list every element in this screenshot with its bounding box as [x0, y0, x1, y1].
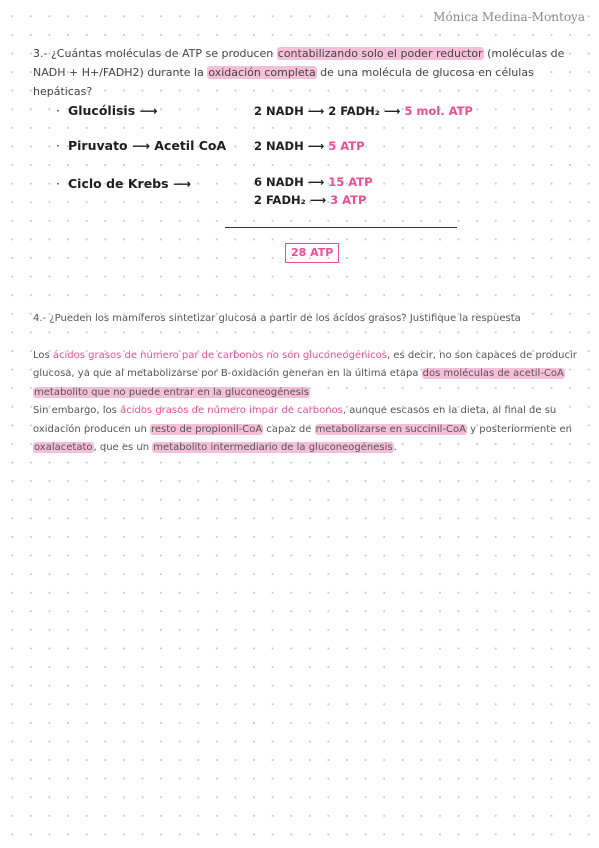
step-krebs	[56, 176, 191, 191]
answer-text: , es decir, no son capaces de producir glucosa, ya que al metabolizarse por B-oxidación generan en la última etapa	[33, 350, 577, 380]
step-glucolisis-result	[254, 104, 473, 118]
answer-text: .	[393, 442, 397, 454]
question-4: 4.- ¿Pueden los mamíferos sintetizar glucosa a partir de los ácidos grasos? Justifique la respuesta	[33, 313, 521, 324]
bullet-icon: ·	[56, 176, 60, 191]
sum-divider	[225, 227, 457, 228]
step-result: 6 NADH ⟶	[254, 175, 325, 189]
q3-text-3: de una molécula de glucosa en células hepáticas?	[33, 66, 534, 98]
step-piruvato	[56, 138, 226, 153]
q3-text-1: 3.- ¿Cuántas moléculas de ATP se producen	[33, 47, 277, 60]
answer-highlight: dos moléculas de acetil-CoA	[422, 368, 564, 380]
answer-highlight: oxalacetato	[34, 442, 93, 454]
step-krebs-result-2	[254, 193, 366, 207]
arrow-icon: ⟶	[139, 103, 158, 118]
step-label: Glucólisis	[67, 103, 136, 118]
answer-highlight: metabolito que no puede entrar en la gluconeogénesis	[34, 386, 309, 398]
question-3	[33, 44, 578, 101]
bullet-icon: ·	[56, 138, 60, 153]
answer-paragraph-2	[33, 402, 578, 457]
answer-pink-text: ácidos grasos de número impar de carbonos	[120, 405, 343, 417]
step-label: Piruvato ⟶ Acetil CoA	[67, 138, 227, 153]
answer-highlight: resto de propionil-CoA	[150, 423, 263, 435]
answer-highlight: metabolizarse en succinil-CoA	[315, 423, 466, 435]
q3-text-2: (moléculas de NADH + H+/FADH2) durante la	[33, 47, 565, 79]
answer-text: Los	[33, 350, 53, 361]
answer-text: Sin embargo, los	[33, 405, 121, 417]
step-glucolisis	[56, 103, 157, 118]
step-piruvato-result	[254, 139, 365, 153]
answer-paragraph-1	[33, 347, 578, 402]
answer-4	[33, 347, 578, 457]
step-value: 15 ATP	[328, 175, 373, 189]
answer-highlight: metabolito intermediario de la gluconeogénesis	[153, 442, 393, 454]
step-result: 2 NADH ⟶	[254, 139, 325, 153]
answer-text: , que es un	[93, 442, 153, 454]
step-result: 2 FADH₂ ⟶	[254, 193, 327, 207]
step-value: 5 ATP	[328, 139, 365, 153]
total-box: 28 ATP	[285, 243, 339, 263]
step-result: 2 NADH ⟶ 2 FADH₂ ⟶	[254, 104, 401, 118]
answer-text: , aunque escasos en la dieta, al final de su oxidación producen un	[33, 405, 557, 435]
answer-text: capaz de	[263, 423, 315, 435]
author-name: Mónica Medina-Montoya	[433, 10, 585, 24]
step-label: Ciclo de Krebs	[67, 176, 169, 191]
step-value: 5 mol. ATP	[404, 104, 473, 118]
step-krebs-result	[254, 175, 373, 189]
answer-pink-text: ácidos grasos de número par de carbonos no son gluconeogénicos	[52, 350, 388, 361]
step-value: 3 ATP	[330, 193, 367, 207]
q3-highlight-1: contabilizando solo el poder reductor	[277, 47, 483, 60]
bullet-icon: ·	[56, 103, 60, 118]
q3-highlight-2: oxidación completa	[208, 66, 316, 79]
arrow-icon: ⟶	[172, 176, 191, 191]
answer-text: y posteriormente en	[467, 423, 572, 435]
